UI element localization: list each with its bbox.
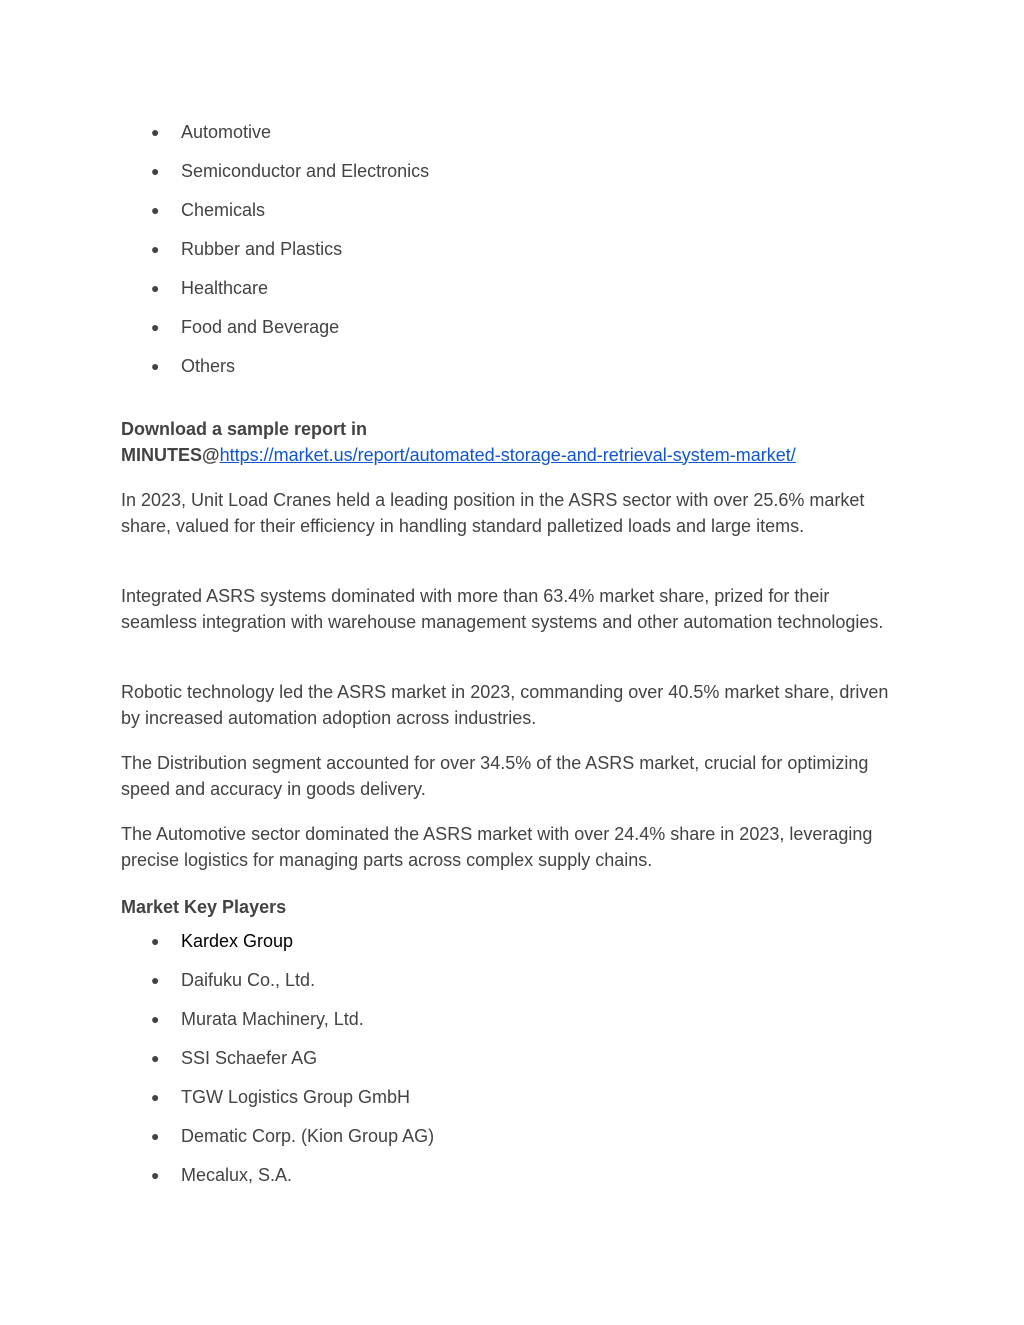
report-link[interactable]: https://market.us/report/automated-storage-and-retrieval-system-market/ [219, 444, 796, 465]
list-item-text: TGW Logistics Group GmbH [181, 1087, 411, 1107]
list-item-text: Murata Machinery, Ltd. [181, 1009, 364, 1029]
list-item-text: Others [181, 356, 236, 376]
list-item-text: Dematic Corp. (Kion Group AG) [181, 1126, 435, 1146]
bullet-icon: ● [151, 202, 160, 218]
list-item-text: Food and Beverage [181, 317, 340, 337]
list-item-text: SSI Schaefer AG [181, 1048, 318, 1068]
bullet-icon: ● [151, 163, 160, 179]
list-item-text: Kardex Group [181, 931, 294, 951]
bullet-icon: ● [151, 280, 160, 296]
paragraph-robotic-technology: Robotic technology led the ASRS market in 2023, commanding over 40.5% market share, driven by increased automation adoption across industries. [121, 682, 889, 728]
bullet-icon: ● [151, 1128, 160, 1144]
section-heading: Market Key Players [121, 897, 287, 917]
list-item-text: Semiconductor and Electronics [181, 161, 430, 181]
paragraph-distribution-segment: The Distribution segment accounted for over 34.5% of the ASRS market, crucial for optimizing speed and accuracy in goods delivery. [121, 753, 869, 799]
list-item-text: Chemicals [181, 200, 266, 220]
bullet-icon: ● [151, 1011, 160, 1027]
bullet-icon: ● [151, 1050, 160, 1066]
download-line-1: Download a sample report in [121, 419, 368, 439]
bullet-icon: ● [151, 124, 160, 140]
download-prefix: MINUTES@ [121, 444, 220, 465]
bullet-icon: ● [151, 319, 160, 335]
bullet-icon: ● [151, 972, 160, 988]
paragraph-unit-load-cranes: In 2023, Unit Load Cranes held a leading position in the ASRS sector with over 25.6% market share, valued for their efficiency in handling standard palletized loads and large items. [121, 490, 865, 536]
list-item-text: Rubber and Plastics [181, 239, 343, 259]
bullet-icon: ● [151, 358, 160, 374]
bullet-icon: ● [151, 1089, 160, 1105]
list-item-text: Mecalux, S.A. [181, 1165, 293, 1185]
download-sample-text [121, 417, 901, 468]
paragraph-automotive-sector: The Automotive sector dominated the ASRS market with over 24.4% share in 2023, leveraging precise logistics for managing parts across complex supply chains. [121, 824, 873, 870]
bullet-icon: ● [151, 1167, 160, 1183]
list-item-text: Automotive [181, 122, 272, 142]
bullet-icon: ● [151, 933, 160, 949]
list-item-text: Healthcare [181, 278, 269, 298]
bullet-icon: ● [151, 241, 160, 257]
list-item-text: Daifuku Co., Ltd. [181, 970, 316, 990]
paragraph-integrated-asrs: Integrated ASRS systems dominated with more than 63.4% market share, prized for their seamless integration with warehouse management systems and other automation technologies. [121, 586, 884, 632]
